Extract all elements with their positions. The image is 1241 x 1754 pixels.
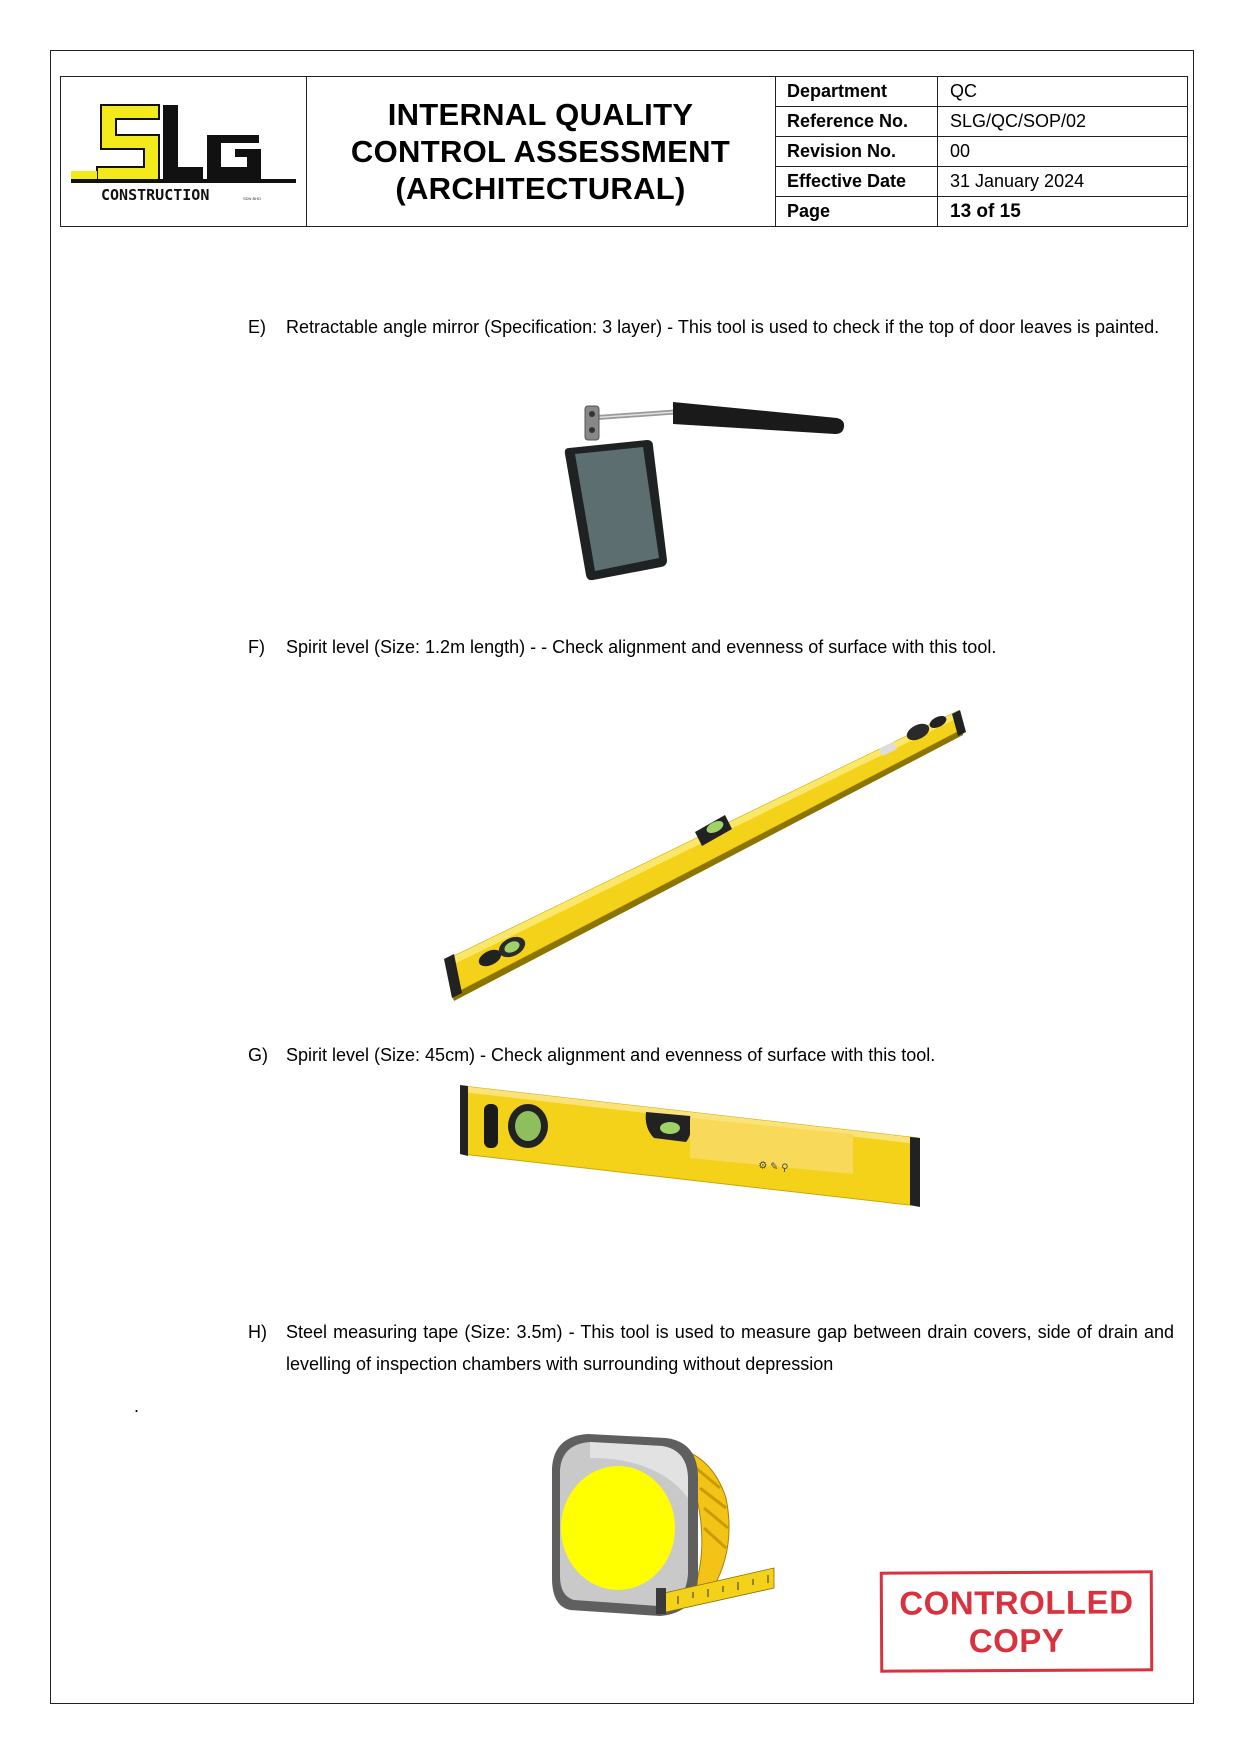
measuring-tape-image: [548, 1428, 778, 1628]
controlled-copy-stamp: [880, 1570, 1154, 1672]
long-spirit-level-image: [440, 705, 970, 1005]
info-row-department: [775, 77, 1187, 107]
item-e: [248, 311, 1174, 343]
document-info-table: [775, 77, 1187, 226]
stray-mark: .: [134, 1396, 140, 1416]
info-label: Effective Date: [775, 167, 938, 196]
title-line-1: INTERNAL QUALITY: [387, 97, 694, 132]
item-text: Spirit level (Size: 45cm) - Check alignment and evenness of surface with this tool.: [286, 1045, 936, 1065]
item-text: Spirit level (Size: 1.2m length) - - Check alignment and evenness of surface with this tool.: [286, 637, 997, 657]
item-f: [248, 631, 1174, 663]
info-label: Department: [775, 77, 938, 106]
title-line-3: (ARCHITECTURAL): [395, 171, 686, 206]
item-text: Retractable angle mirror (Specification: 3 layer) - This tool is used to check if the top of door leaves is painted.: [286, 317, 1160, 337]
company-logo: [61, 77, 307, 226]
title-line-2: CONTROL ASSESSMENT: [350, 134, 731, 169]
info-row-page: [775, 197, 1187, 226]
item-h: [248, 1316, 1174, 1380]
logo-wordmark: CONSTRUCTION: [101, 186, 210, 204]
info-value: 00: [950, 141, 971, 161]
document-title: [306, 77, 776, 226]
info-row-revision: [775, 137, 1187, 167]
item-letter: F): [248, 637, 265, 657]
item-letter: H): [248, 1322, 267, 1342]
page-number: 13 of 15: [950, 201, 1021, 222]
info-row-effective-date: [775, 167, 1187, 197]
stamp-line-1: CONTROLLED: [899, 1583, 1134, 1622]
logo-suffix: SDN BHD: [243, 196, 262, 201]
info-value: 31 January 2024: [950, 171, 1085, 191]
svg-text:⚙ ✎ ⚲: ⚙ ✎ ⚲: [757, 1160, 789, 1175]
info-label: Page: [775, 197, 938, 226]
slg-logo-icon: [61, 77, 306, 226]
document-header: [60, 76, 1188, 227]
info-row-reference: [775, 107, 1187, 137]
angle-mirror-image: [555, 390, 850, 585]
stamp-line-2: COPY: [968, 1621, 1065, 1660]
info-label: Reference No.: [775, 107, 938, 136]
item-text: Steel measuring tape (Size: 3.5m) - This tool is used to measure gap between drain covers, side of drain and levelling of inspection chambers with surrounding without depression: [286, 1322, 1174, 1374]
item-letter: G): [248, 1045, 268, 1065]
info-value: SLG/QC/SOP/02: [950, 111, 1087, 131]
info-label: Revision No.: [775, 137, 938, 166]
short-spirit-level-image: [458, 1082, 928, 1212]
item-g: [248, 1039, 1174, 1071]
item-letter: E): [248, 317, 266, 337]
info-value: QC: [950, 81, 977, 101]
